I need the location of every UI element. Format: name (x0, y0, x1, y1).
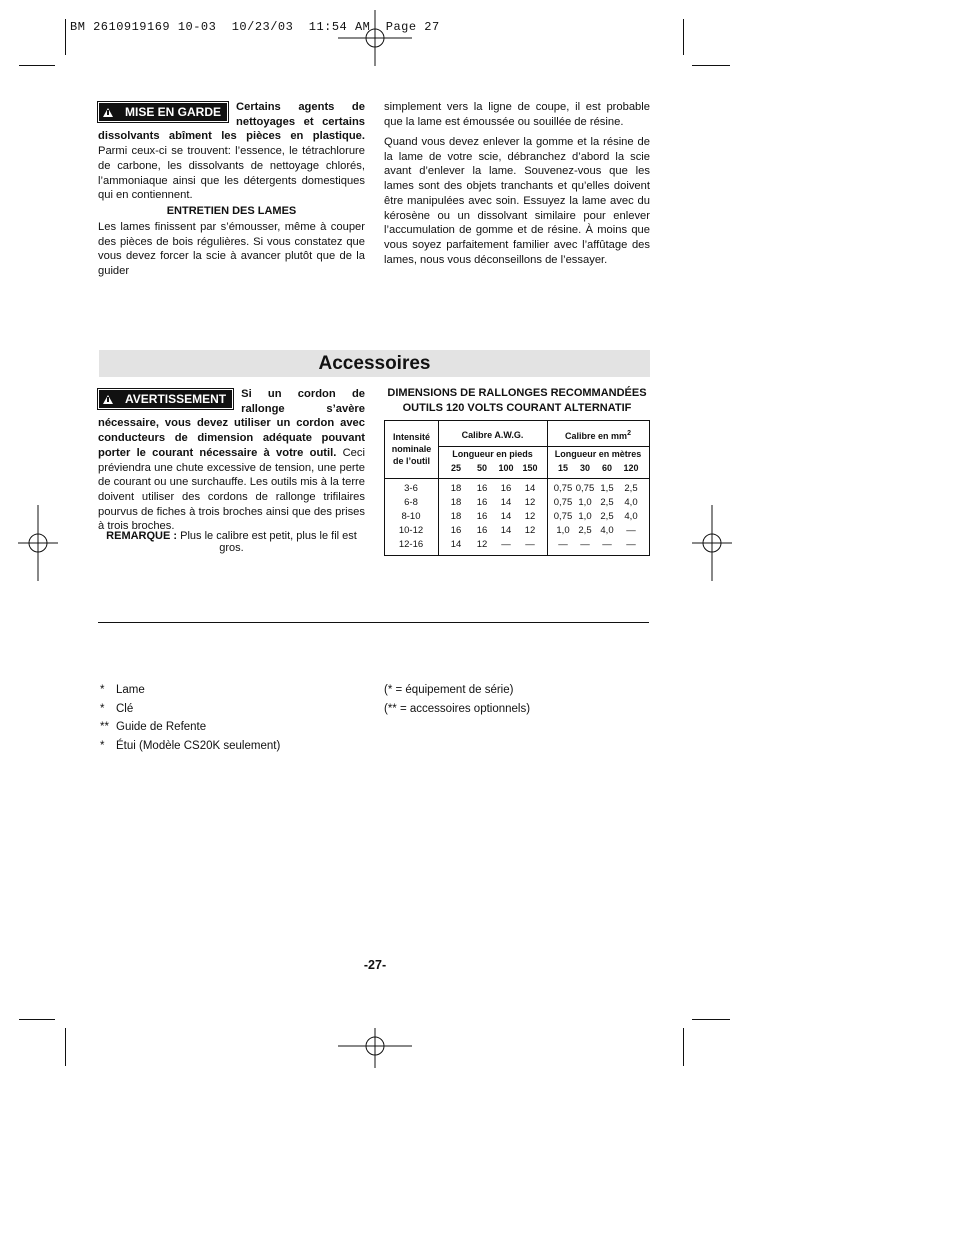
crop-mark (683, 19, 684, 55)
section-divider (98, 622, 649, 623)
mm-value: 2,5 (600, 511, 614, 522)
list-marker: * (100, 702, 105, 715)
list-label: Lame (116, 684, 145, 696)
mm-value: — (626, 539, 636, 550)
list-item (100, 681, 370, 700)
remark (98, 530, 365, 554)
awg-value: 16 (500, 483, 512, 494)
crop-mark (19, 65, 55, 66)
mm-value: — (580, 539, 590, 550)
amp-value: 8-10 (401, 511, 421, 522)
warning-paragraph (98, 387, 365, 534)
mm-value: 1,0 (578, 511, 592, 522)
awg-value: 16 (476, 511, 488, 522)
list-marker: * (100, 739, 105, 752)
amp-value: 6-8 (404, 497, 418, 508)
amp-value: 10-12 (398, 525, 424, 536)
caution-lead: Certains agents de nettoyages et certains dissolvants abîment les pièces en plastique. (98, 101, 365, 143)
awg-value: 12 (524, 497, 536, 508)
mm-value: 0,75 (553, 497, 573, 508)
header-line: nominale (391, 444, 432, 454)
list-item (100, 718, 370, 737)
amp-value: 12-16 (398, 539, 424, 550)
mm-header: Calibre en $mm^2$ (565, 430, 631, 441)
awg-value: 14 (500, 497, 512, 508)
awg-value: — (525, 539, 535, 550)
awg-value: 16 (476, 497, 488, 508)
crop-mark (692, 1019, 730, 1020)
crop-mark (19, 1019, 55, 1020)
awg-value: 12 (476, 539, 488, 550)
table-rule (438, 421, 439, 555)
mm-value: 0,75 (553, 483, 573, 494)
amp-column-header (385, 431, 438, 467)
awg-value: 12 (524, 525, 536, 536)
mm-value: — (626, 525, 636, 536)
caution-body: Parmi ceux-ci se trouvent: l’essence, le tétrachlorure de carbone, les dissolvants de nettoyage chlorés, l’ammoniaque ainsi que les détergents domestiques qui en contiennent. (98, 145, 365, 202)
awg-value: 18 (450, 497, 462, 508)
awg-header: Calibre A.W.G. (461, 430, 524, 440)
crop-mark (65, 19, 66, 55)
mm-value: 4,0 (600, 525, 614, 536)
list-label: Guide de Refente (116, 721, 207, 734)
length-feet-header: 150 (522, 463, 538, 473)
length-meters-header: 30 (579, 463, 590, 473)
list-label: Étui (Modèle CS20K seulement) (116, 739, 281, 752)
table-rule (547, 421, 548, 555)
warning-body: Ceci préviendra une chute excessive de tension, une perte de courant ou une surchauffe. Les outils mis à la terre doivent utiliser des cordons de rallonge trifilaires pourvus de fiches à trois broches ainsi que des prises à trois broches. (98, 446, 365, 533)
length-meters-header: 15 (557, 463, 568, 473)
extension-cord-table (384, 420, 650, 556)
remark-label: REMARQUE : (106, 530, 178, 542)
maintenance-paragraph-2: simplement vers la ligne de coupe, il est probable que la lame est émoussée ou souillée de résine. (384, 101, 650, 128)
mm-subheader: Longueur en mètres (554, 449, 642, 459)
mm-value: 0,75 (553, 511, 573, 522)
header-line: de l’outil (393, 456, 430, 466)
awg-value: 14 (524, 483, 536, 494)
crop-mark (692, 65, 730, 66)
mm-value: 2,5 (578, 525, 592, 536)
length-meters-header: 60 (601, 463, 612, 473)
list-item (100, 737, 370, 756)
registration-mark (18, 505, 58, 581)
mm-value: 1,0 (556, 525, 570, 536)
mm-value: 1,0 (578, 497, 592, 508)
list-label: Clé (116, 702, 134, 715)
list-marker: * (100, 684, 105, 696)
legend-item: (* = équipement de série) (384, 684, 514, 696)
mm-value: 4,0 (624, 497, 638, 508)
awg-value: 16 (450, 525, 462, 536)
mm-value: 0,75 (575, 483, 595, 494)
awg-value: — (501, 539, 511, 550)
awg-value: 16 (476, 483, 488, 494)
header-line: Intensité (392, 432, 430, 442)
awg-value: 14 (450, 539, 462, 550)
awg-value: 18 (450, 511, 462, 522)
accessories-legend (384, 681, 650, 718)
mm-value: 2,5 (624, 483, 638, 494)
page-number: -27- (363, 958, 387, 972)
length-meters-header: 120 (623, 463, 639, 473)
caution-badge: MISE EN GARDE (98, 102, 228, 122)
table-rule (385, 478, 649, 479)
maintenance-heading: ENTRETIEN DES LAMES (166, 205, 297, 217)
registration-mark (338, 10, 412, 66)
mm-value: 4,0 (624, 511, 638, 522)
warning-lead: Si un cordon de rallonge s’avère nécessaire, vous devez utiliser un cordon avec conducteurs de dimension adéquate pouvant porter le courant nécessaire à votre outil. (98, 388, 365, 459)
awg-value: 12 (524, 511, 536, 522)
mm-value: — (602, 539, 612, 550)
crop-mark (65, 1028, 66, 1066)
maintenance-paragraph-1: Les lames finissent par s’émousser, même à couper des pièces de bois régulières. Si vous constatez que vous devez forcer la scie à avancer plutôt que de la guider (98, 221, 365, 278)
warning-triangle-icon (103, 108, 113, 117)
remark-text: Plus le calibre est petit, plus le fil est gros. (177, 530, 357, 554)
amp-value: 3-6 (404, 483, 418, 494)
mm-value: 2,5 (600, 497, 614, 508)
length-feet-header: 100 (498, 463, 514, 473)
print-slug: BM 2610919169 10-03 10/23/03 11:54 AM Page 27 (70, 20, 440, 34)
table-rule (438, 446, 649, 447)
accessories-list (100, 681, 370, 755)
registration-mark (338, 1028, 412, 1068)
awg-value: 14 (500, 525, 512, 536)
caution-paragraph (98, 100, 365, 203)
list-marker: ** (100, 721, 109, 734)
warning-badge: AVERTISSEMENT (98, 389, 233, 409)
length-feet-header: 25 (450, 463, 461, 473)
warning-triangle-icon (103, 395, 113, 404)
table-title-line-2: OUTILS 120 VOLTS COURANT ALTERNATIF (402, 402, 632, 414)
mm-value: 1,5 (600, 483, 614, 494)
crop-mark (683, 1028, 684, 1066)
awg-value: 14 (500, 511, 512, 522)
maintenance-paragraph-3: Quand vous devez enlever la gomme et la résine de la lame de votre scie, débranchez d’abord la scie avant d’enlever la lame. Souvenez-vous que les lames sont des objets tranchants et qu’elles doivent être manipulées avec soin. Essuyez la lame avec du kérosène ou un dissolvant similaire pour enlever l’accumulation de gomme et de résine. À moins que vous soyez parfaitement familier avec l’affûtage des lames, nous vous déconseillons de l’essayer. (384, 136, 650, 266)
legend-item: (** = accessoires optionnels) (384, 702, 531, 715)
registration-mark (692, 505, 732, 581)
section-title: Accessoires (99, 350, 650, 377)
table-title (384, 386, 650, 416)
length-feet-header: 50 (476, 463, 487, 473)
list-item (100, 700, 370, 719)
mm-value: — (558, 539, 568, 550)
awg-subheader: Longueur en pieds (452, 449, 533, 459)
awg-value: 16 (476, 525, 488, 536)
table-title-line-1: DIMENSIONS DE RALLONGES RECOMMANDÉES (387, 387, 647, 399)
awg-value: 18 (450, 483, 462, 494)
